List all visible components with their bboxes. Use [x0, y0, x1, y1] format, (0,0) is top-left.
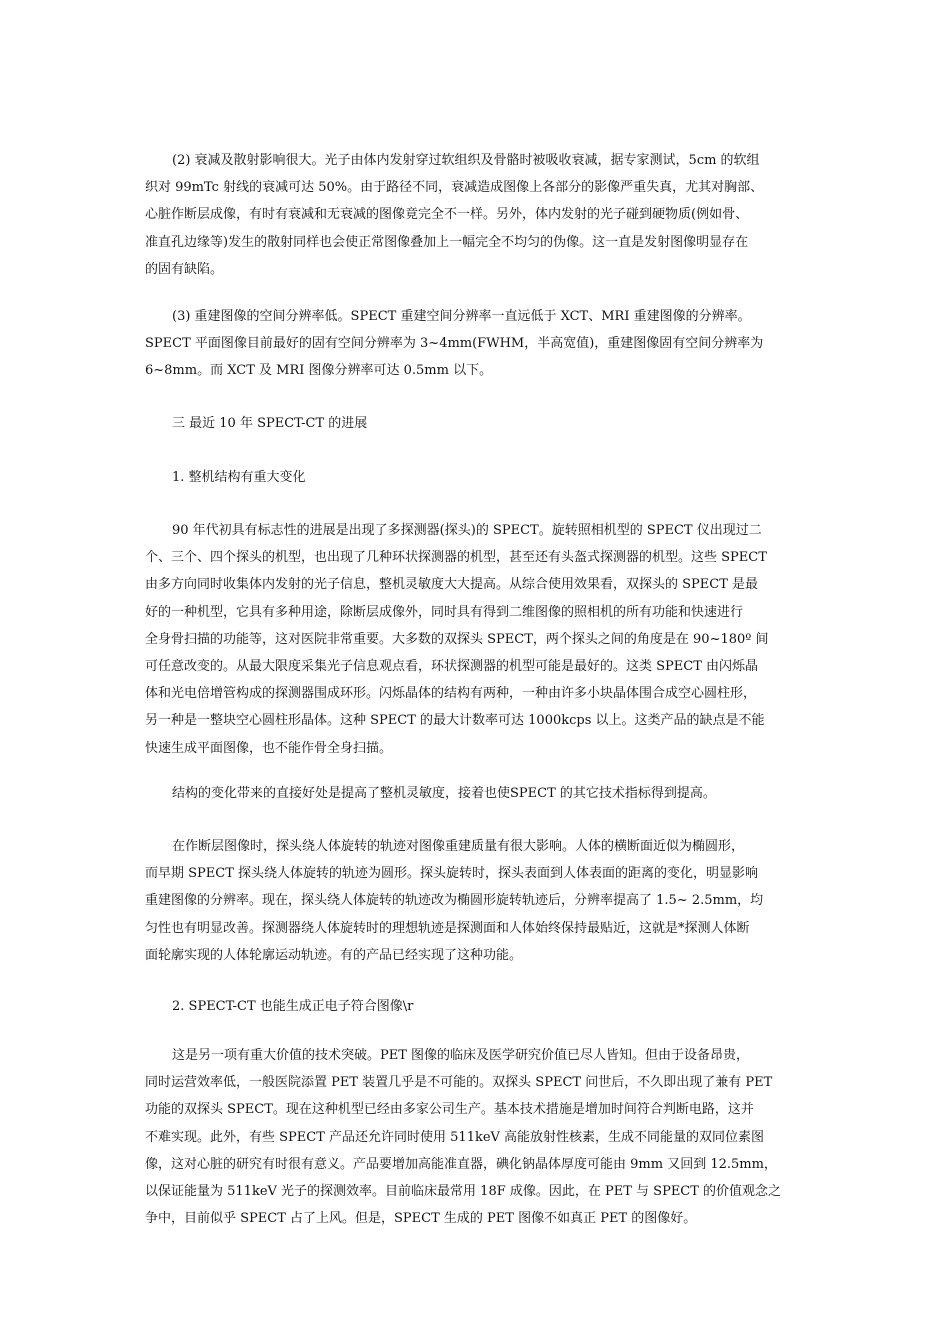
subsection-heading-coincidence: 2. SPECT-CT 也能生成正电子符合图像\r [172, 999, 414, 1014]
paragraph-rotation-trajectory: 在作断层图像时，探头绕人体旋转的轨迹对图像重建质量有很大影响。人体的横断面近似为椭圆形， 而早期 SPECT 探头绕人体旋转的轨迹为圆形。探头旋转时，探头表面到人体表面的距离的变化，明显影响 重建图像的分辨率。现在，探头绕人体旋转的轨迹改为椭圆形旋转轨迹后，分辨率提高了 1.5~ 2.5mm，均 匀性也有明显改善。探测器绕人体旋转时的理想轨迹是探测面和人体始终保持最贴近，这就是*探测人体断 面轮廓实现的人体轮廓运动轨迹。有的产品已经实现了这种功能。 [145, 839, 764, 963]
paragraph-structure-benefit: 结构的变化带来的直接好处是提高了整机灵敏度，接着也使SPECT 的其它技术指标得到提高。 [172, 786, 716, 801]
section-heading-progress: 三 最近 10 年 SPECT-CT 的进展 [172, 416, 368, 431]
paragraph-spatial-resolution: (3) 重建图像的空间分辨率低。SPECT 重建空间分辨率一直远低于 XCT、MRI 重建图像的分辨率。 SPECT 平面图像目前最好的固有空间分辨率为 3~4mm(FWHM，半高宽值)，重建图像固有空间分辨率为 6~8mm。而 XCT 及 MRI 图像分辨率可达 0.5mm 以下。 [145, 309, 764, 379]
paragraph-attenuation-scatter: (2) 衰减及散射影响很大。光子由体内发射穿过软组织及骨骼时被吸收衰减，据专家测试，5cm 的软组 织对 99mTc 射线的衰减可达 50%。由于路径不同，衰减造成图像上各部分的影像严重失真，尤其对胸部、 心脏作断层成像，有时有衰减和无衰减的图像竟完全不一样。另外，体内发射的光子碰到硬物质(例如骨、 准直孔边缘等)发生的散射同样也会使正常图像叠加上一幅完全不均匀的伪像。这一直是发射图像明显存在 的固有缺陷。 [145, 153, 764, 277]
paragraph-pet-capability: 这是另一项有重大价值的技术突破。PET 图像的临床及医学研究价值已尽人皆知。但由于设备昂贵， 同时运营效率低，一般医院添置 PET 装置几乎是不可能的。双探头 SPECT 问世后，不久即出现了兼有 PET 功能的双探头 SPECT。现在这种机型已经由多家公司生产。基本技术措施是增加时间符合判断电路，这并 不难实现。此外，有些 SPECT 产品还允许同时使用 511keV 高能放射性核素，生成不同能量的双同位素图 像，这对心脏的研究有时很有意义。产品要增加高能准直器，碘化钠晶体厚度可能由 9mm 又回到 12.5mm， 以保证能量为 511keV 光子的探测效率。目前临床最常用 18F 成像。因此，在 PET 与 SPECT 的价值观念之 争中，目前似乎 SPECT 占了上风。但是，SPECT 生成的 PET 图像不如真正 PET 的图像好。 [145, 1048, 782, 1227]
subsection-heading-structure: 1. 整机结构有重大变化 [172, 470, 306, 485]
paragraph-multi-detector: 90 年代初具有标志性的进展是出现了多探测器(探头)的 SPECT。旋转照相机型的 SPECT 仪出现过二 个、三个、四个探头的机型，也出现了几种环状探测器的机型，甚至还有头盔式探测器的机型。这些 SPECT 由多方向同时收集体内发射的光子信息，整机灵敏度大大提高。从综合使用效果看，双探头的 SPECT 是最 好的一种机型，它具有多种用途，除断层成像外，同时具有得到二维图像的照相机的所有功能和快速进行 全身骨扫描的功能等，这对医院非常重要。大多数的双探头 SPECT，两个探头之间的角度是在 90~180º 间 可任意改变的。从最大限度采集光子信息观点看，环状探测器的机型可能是最好的。这类 SPECT 由闪烁晶 体和光电倍增管构成的探测器围成环形。闪烁晶体的结构有两种，一种由许多小块晶体围合成空心圆柱形， 另一种是一整块空心圆柱形晶体。这种 SPECT 的最大计数率可达 1000kcps 以上。这类产品的缺点是不能 快速生成平面图像，也不能作骨全身扫描。 [145, 523, 769, 756]
